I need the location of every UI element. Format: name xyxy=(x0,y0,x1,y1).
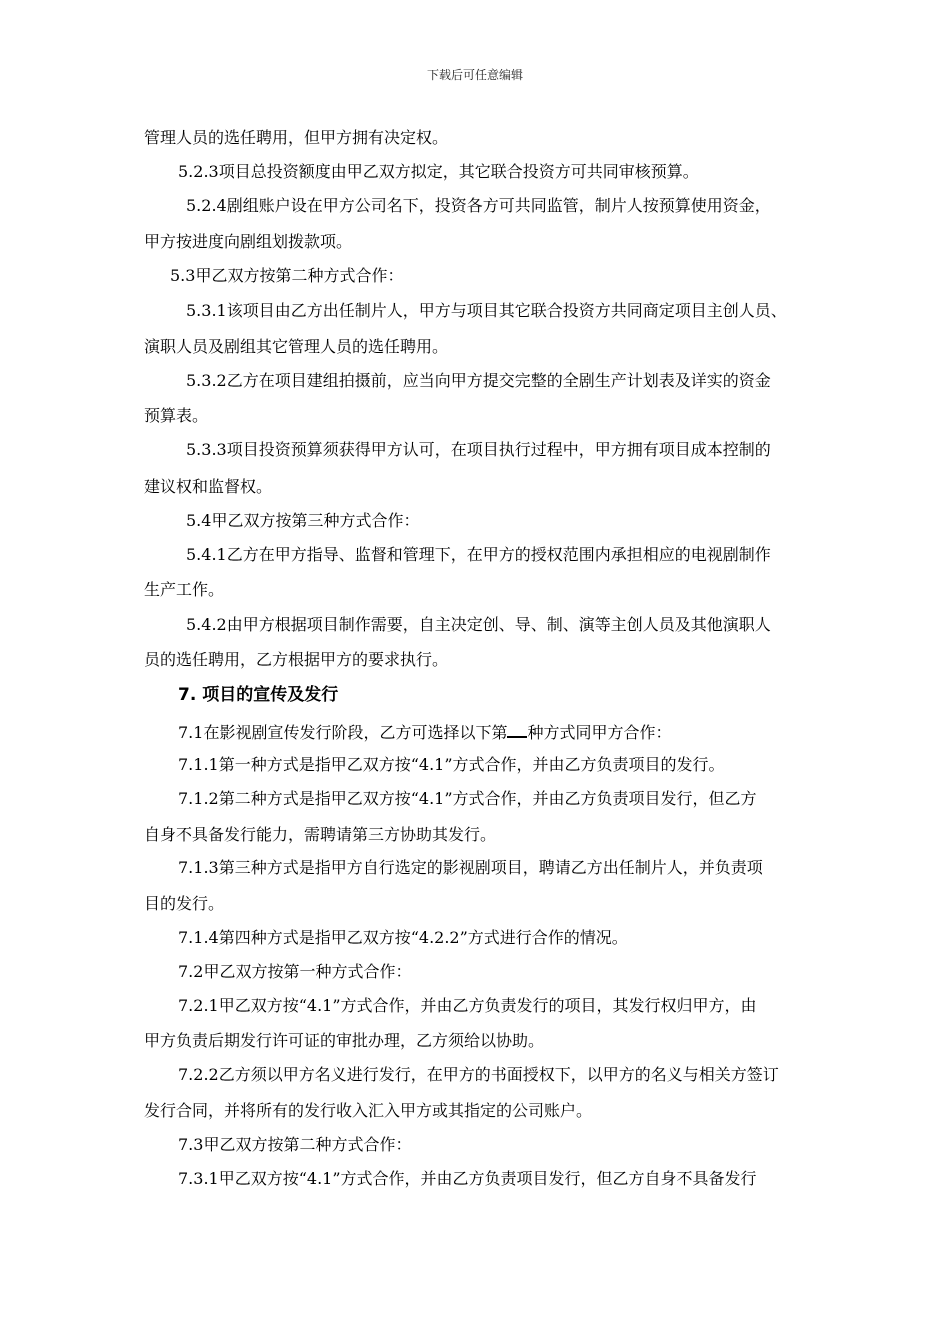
paragraph-line: 5.3.3项目投资预算须获得甲方认可，在项目执行过程中，甲方拥有项目成本控制的 xyxy=(186,440,771,459)
paragraph-line: 生产工作。 xyxy=(144,580,225,599)
paragraph-line: 建议权和监督权。 xyxy=(144,477,273,496)
paragraph-line: 演职人员及剧组其它管理人员的选任聘用。 xyxy=(144,337,449,356)
paragraph-line: 7.2甲乙双方按第一种方式合作： xyxy=(178,962,412,981)
paragraph-line: 5.2.4剧组账户设在甲方公司名下，投资各方可共同监管，制片人按预算使用资金， xyxy=(186,196,771,215)
paragraph-line: 7.3.1甲乙双方按“4.1”方式合作，并由乙方负责项目发行，但乙方自身不具备发行 xyxy=(178,1169,757,1188)
line-text: 7.1在影视剧宣传发行阶段，乙方可选择以下第 xyxy=(178,723,508,742)
paragraph-line: 5.3甲乙双方按第二种方式合作： xyxy=(170,266,404,285)
paragraph-line: 5.3.2乙方在项目建组拍摄前，应当向甲方提交完整的全剧生产计划表及详实的资金 xyxy=(186,371,771,390)
paragraph-line: 7.1.4第四种方式是指甲乙双方按“4.2.2”方式进行合作的情况。 xyxy=(178,928,628,947)
paragraph-line: 5.4.2由甲方根据项目制作需要，自主决定创、导、制、演等主创人员及其他演职人 xyxy=(186,615,771,634)
paragraph-line: 甲方负责后期发行许可证的审批办理，乙方须给以协助。 xyxy=(144,1031,545,1050)
section-heading: 7. 项目的宣传及发行 xyxy=(178,685,339,705)
line-text: 种方式同甲方合作： xyxy=(527,723,672,742)
paragraph-line: 7.1.3第三种方式是指甲方自行选定的影视剧项目，聘请乙方出任制片人，并负责项 xyxy=(178,858,763,877)
paragraph-line: 7.2.2乙方须以甲方名义进行发行，在甲方的书面授权下，以甲方的名义与相关方签订 xyxy=(178,1065,779,1084)
fill-blank xyxy=(507,720,527,738)
paragraph-line: 7.1.2第二种方式是指甲乙双方按“4.1”方式合作，并由乙方负责项目发行，但乙方 xyxy=(178,789,757,808)
paragraph-line: 5.4甲乙双方按第三种方式合作： xyxy=(186,511,420,530)
paragraph-line: 5.2.3项目总投资额度由甲乙双方拟定，其它联合投资方可共同审核预算。 xyxy=(178,162,699,181)
paragraph-line xyxy=(178,720,854,743)
paragraph-line: 管理人员的选任聘用，但甲方拥有决定权。 xyxy=(144,128,449,147)
paragraph-line: 员的选任聘用，乙方根据甲方的要求执行。 xyxy=(144,650,449,669)
paragraph-line: 自身不具备发行能力，需聘请第三方协助其发行。 xyxy=(144,825,497,844)
page-header: 下载后可任意编辑 xyxy=(426,68,523,82)
paragraph-line: 5.4.1乙方在甲方指导、监督和管理下，在甲方的授权范围内承担相应的电视剧制作 xyxy=(186,545,771,564)
paragraph-line: 预算表。 xyxy=(144,406,209,425)
paragraph-line: 5.3.1该项目由乙方出任制片人，甲方与项目其它联合投资方共同商定项目主创人员、 xyxy=(186,301,787,320)
paragraph-line: 目的发行。 xyxy=(144,894,225,913)
paragraph-line: 甲方按进度向剧组划拨款项。 xyxy=(144,232,353,251)
paragraph-line: 7.3甲乙双方按第二种方式合作： xyxy=(178,1135,412,1154)
paragraph-line: 7.2.1甲乙双方按“4.1”方式合作，并由乙方负责发行的项目，其发行权归甲方，由 xyxy=(178,996,757,1015)
paragraph-line: 发行合同，并将所有的发行收入汇入甲方或其指定的公司账户。 xyxy=(144,1101,593,1120)
paragraph-line: 7.1.1第一种方式是指甲乙双方按“4.1”方式合作，并由乙方负责项目的发行。 xyxy=(178,755,725,774)
